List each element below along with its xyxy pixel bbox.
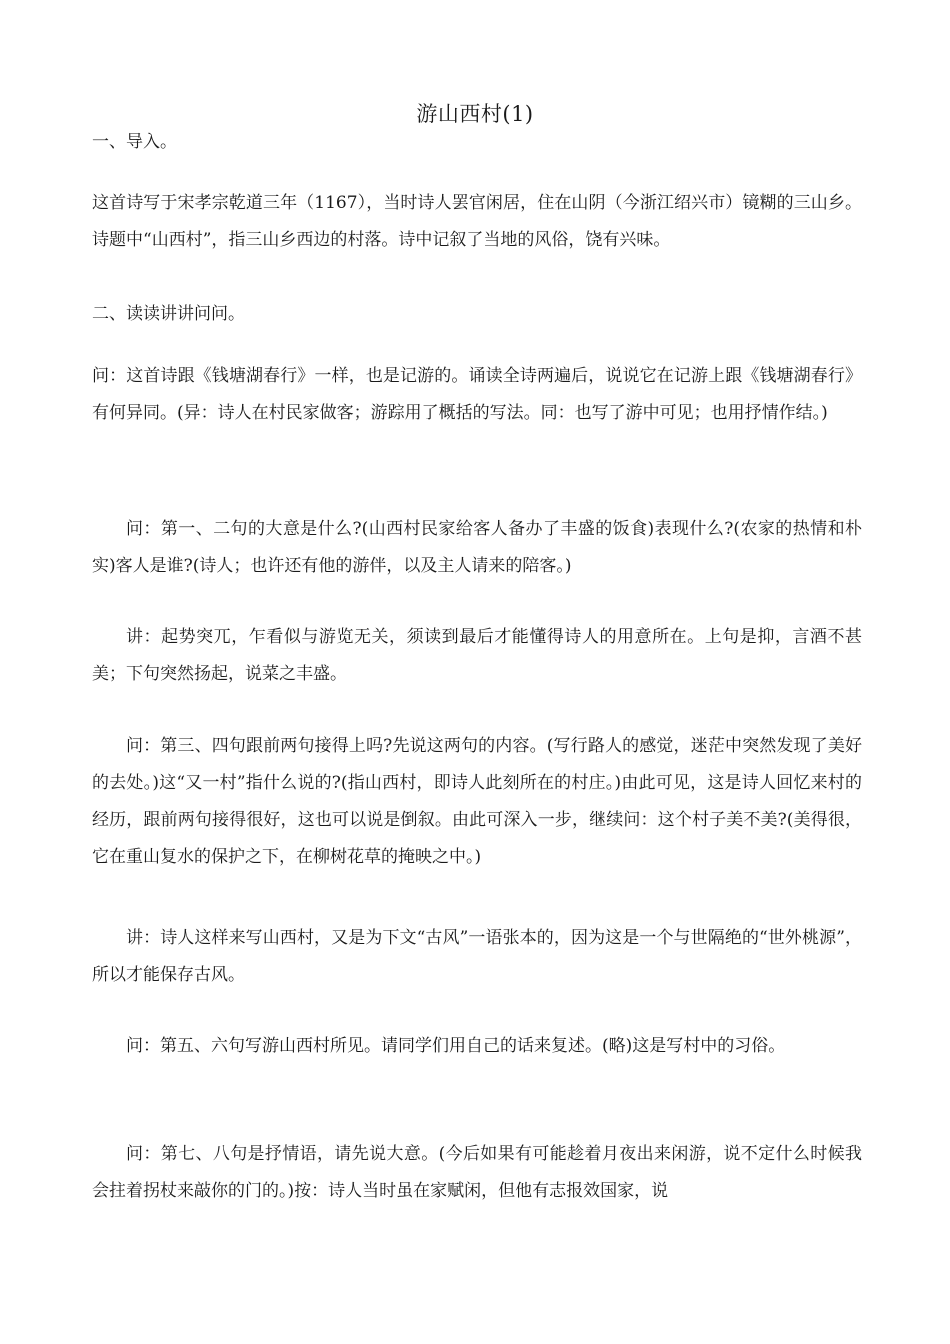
question-paragraph-3: 问：第三、四句跟前两句接得上吗?先说这两句的内容。(写行路人的感觉，迷茫中突然发现了美好的去处。)这“又一村”指什么说的?(指山西村，即诗人此刻所在的村庄。)由此可见，这是诗人回忆来村的经历，跟前两句接得很好，这也可以说是倒叙。由此可深入一步，继续问：这个村子美不美?(美得很，它在重山复水的保护之下，在柳树花草的掩映之中。)	[92, 736, 862, 867]
explanation-paragraph-1: 讲：起势突兀，乍看似与游览无关，须读到最后才能懂得诗人的用意所在。上句是抑，言酒不甚美；下句突然扬起，说菜之丰盛。	[92, 627, 862, 684]
section-heading-reading: 二、读读讲讲问问。	[92, 304, 245, 324]
document-title: 游山西村(1)	[416, 102, 534, 126]
question-paragraph-5: 问：第七、八句是抒情语，请先说大意。(今后如果有可能趁着月夜出来闲游，说不定什么时候我会拄着拐杖来敲你的门的。)按：诗人当时虽在家赋闲，但他有志报效国家，说	[92, 1144, 862, 1201]
explanation-paragraph-2: 讲：诗人这样来写山西村，又是为下文“古风”一语张本的，因为这是一个与世隔绝的“世外桃源”，所以才能保存古风。	[92, 928, 862, 985]
section-heading-intro: 一、导入。	[92, 132, 177, 152]
question-paragraph-1: 问：这首诗跟《钱塘湖春行》一样，也是记游的。诵读全诗两遍后，说说它在记游上跟《钱塘湖春行》有何异同。(异：诗人在村民家做客；游踪用了概括的写法。同：也写了游中可见；也用抒情作结。)	[92, 366, 862, 423]
question-paragraph-2: 问：第一、二句的大意是什么?(山西村民家给客人备办了丰盛的饭食)表现什么?(农家的热情和朴实)客人是谁?(诗人；也许还有他的游伴，以及主人请来的陪客。)	[92, 519, 862, 576]
intro-paragraph: 这首诗写于宋孝宗乾道三年（1167），当时诗人罢官闲居，住在山阴（今浙江绍兴市）镜糊的三山乡。诗题中“山西村”，指三山乡西边的村落。诗中记叙了当地的风俗，饶有兴味。	[92, 193, 862, 250]
question-paragraph-4: 问：第五、六句写游山西村所见。请同学们用自己的话来复述。(略)这是写村中的习俗。	[126, 1036, 786, 1056]
